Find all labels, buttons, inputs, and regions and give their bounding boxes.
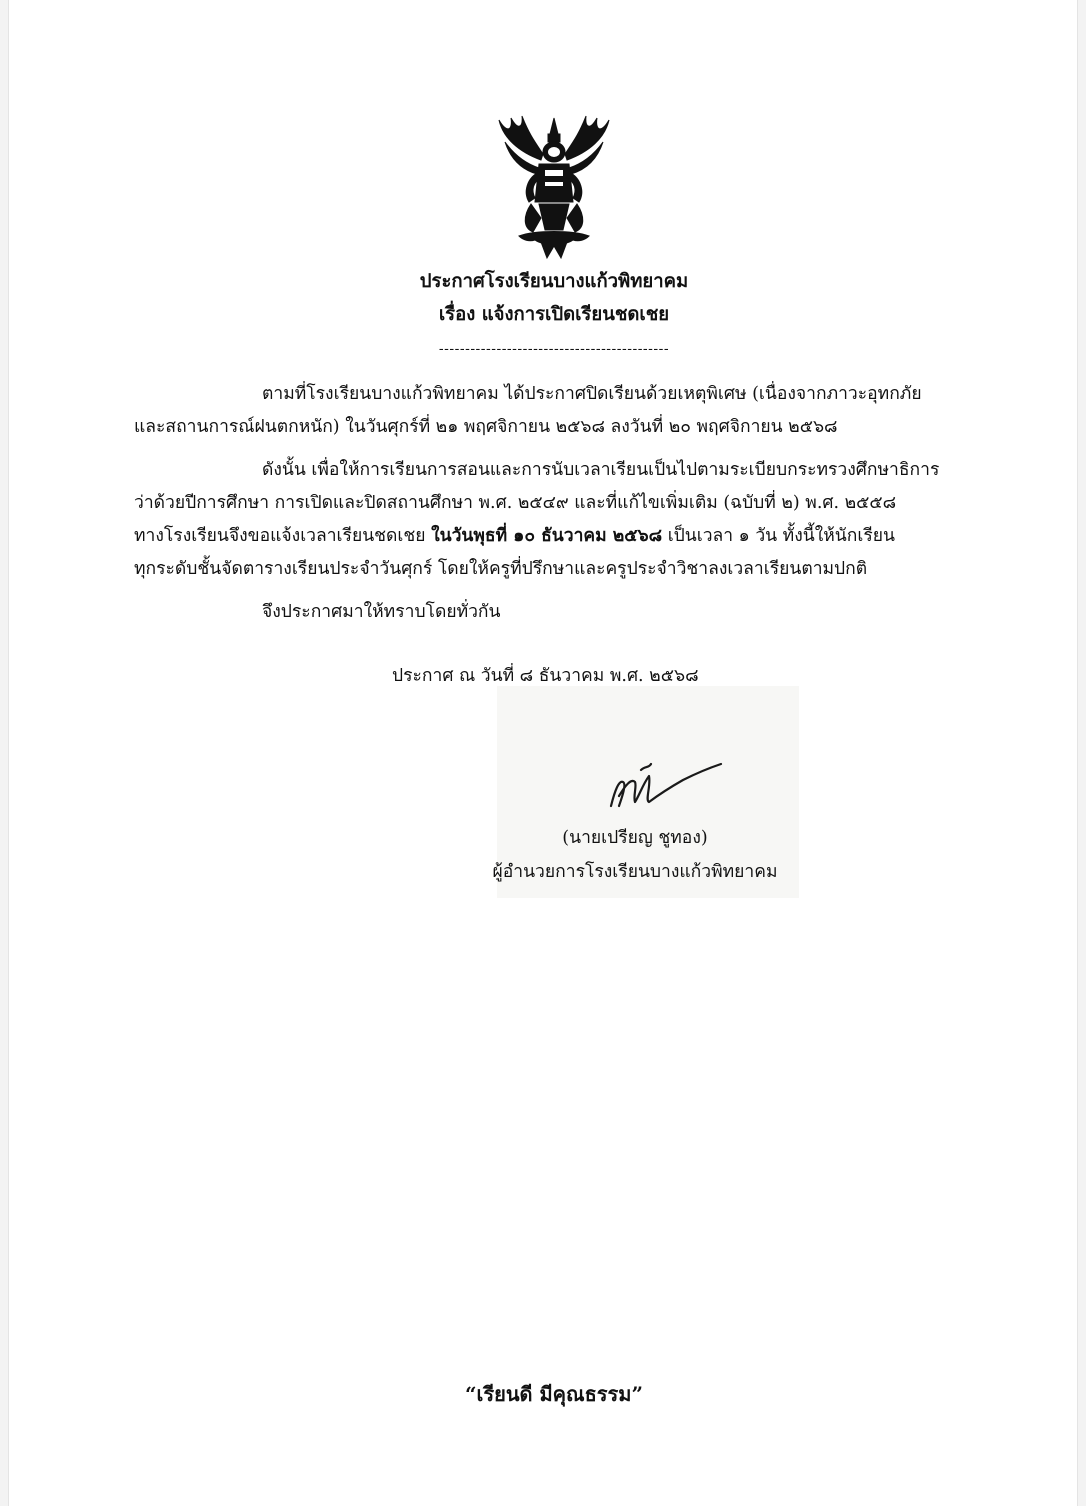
garuda-emblem-icon (489, 112, 619, 262)
signer-name: (นายเปรียญ ชูทอง) (562, 828, 708, 848)
signer-title: ผู้อำนวยการโรงเรียนบางแก้วพิทยาคม (492, 862, 778, 882)
document-page (9, 0, 1077, 1506)
paragraph-2-line-4: ทุกระดับชั้นจัดตารางเรียนประจำวันศุกร์ โดยให้ครูที่ปรึกษาและครูประจำวิชาลงเวลาเรียนตามปกติ (134, 559, 868, 579)
paragraph-1-line-1: ตามที่โรงเรียนบางแก้วพิทยาคม ได้ประกาศปิดเรียนด้วยเหตุพิเศษ (เนื่องจากภาวะอุทกภัย (262, 384, 922, 404)
announcement-title: ประกาศโรงเรียนบางแก้วพิทยาคม (419, 271, 689, 292)
announcement-date: ประกาศ ณ วันที่ ๘ ธันวาคม พ.ศ. ๒๕๖๘ (392, 666, 699, 686)
makeup-class-date: ในวันพุธที่ ๑๐ ธันวาคม ๒๕๖๘ (431, 526, 663, 546)
paragraph-2-line-1: ดังนั้น เพื่อให้การเรียนการสอนและการนับเวลาเรียนเป็นไปตามระเบียบกระทรวงศึกษาธิการ (262, 460, 940, 480)
school-motto: “เรียนดี มีคุณธรรม” (465, 1382, 643, 1406)
signature-icon (605, 756, 725, 816)
announcement-subject: เรื่อง แจ้งการเปิดเรียนชดเชย (438, 304, 670, 325)
paragraph-1-line-2: และสถานการณ์ฝนตกหนัก) ในวันศุกร์ที่ ๒๑ พฤศจิกายน ๒๕๖๘ ลงวันที่ ๒๐ พฤศจิกายน ๒๕๖๘ (134, 417, 838, 437)
paragraph-2-line-3-text: ทางโรงเรียนจึงขอแจ้งเวลาเรียนชดเชย (134, 526, 432, 546)
title-divider: -------------------------------------------- (438, 341, 670, 357)
paragraph-2-line-2: ว่าด้วยปีการศึกษา การเปิดและปิดสถานศึกษา พ.ศ. ๒๕๔๙ และที่แก้ไขเพิ่มเติม (ฉบับที่ ๒) พ.ศ. ๒๕๕๘ (134, 493, 897, 513)
paragraph-2-line-3 (134, 524, 895, 548)
paragraph-2-line-3-tail: เป็นเวลา ๑ วัน ทั้งนี้ให้นักเรียน (662, 526, 895, 546)
paragraph-3: จึงประกาศมาให้ทราบโดยทั่วกัน (262, 602, 501, 622)
